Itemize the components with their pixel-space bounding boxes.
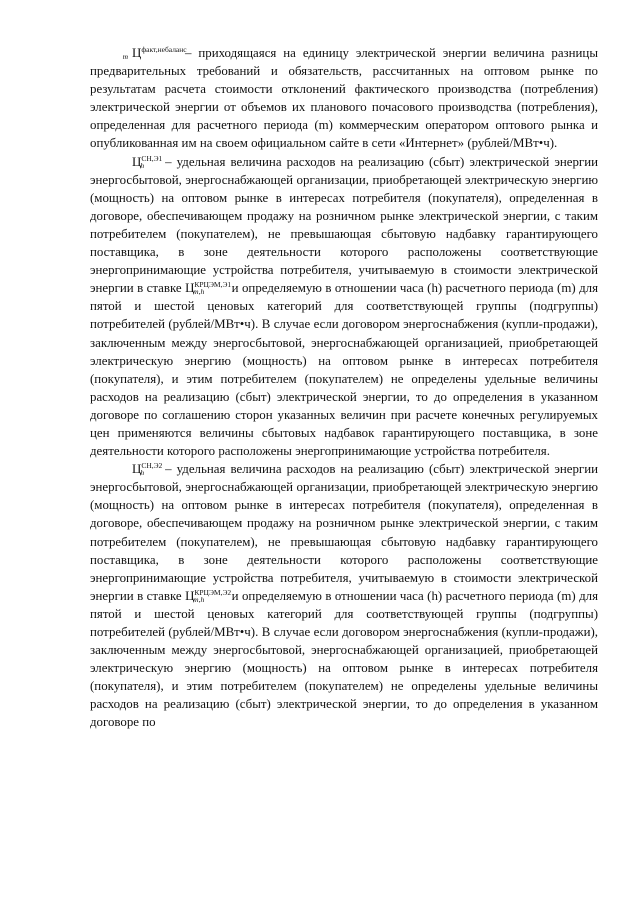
symbol-subscript: h <box>140 468 145 478</box>
symbol-superscript: КРЦЭМ,Э2 <box>194 587 232 597</box>
symbol-subscript: h <box>140 160 145 170</box>
symbol-superscript: факт,небаланс <box>141 45 187 54</box>
symbol-subscript: m,h <box>193 594 205 604</box>
symbol-base: Ц <box>132 46 142 60</box>
paragraph-text: и определяемую в отношении часа (h) расчетного периода (m) для пятой и шестой ценовых категорий для соответствующей группы (подгруппы) потребителей (рублей/МВт•ч). В случае если договором энергоснабжения (купли-продажи), заключенным между энергосбытовой, энергоснабжающей организацией, приобретающей электрическую энергию (мощность) на оптовом рынке в интересах потребителя (покупателя), и этим потребителем (покупателем) не определены удельные величины расходов на реализацию (сбыт) электрической энергии, то до определения в указанном договоре по соглашению сторон указанных величин при расчете конечных регулируемых цен применяются величины сбытовых надбавок гарантирующего поставщика, в зоне деятельности которого расположены энергопринимающие устройства потребителя. <box>90 281 598 459</box>
symbol-base: Ц <box>132 154 142 169</box>
inline-formula-symbol <box>185 587 232 604</box>
paragraph-text: и определяемую в отношении часа (h) расчетного периода (m) для пятой и шестой ценовых категорий для соответствующей группы (подгруппы) потребителей (рублей/МВт•ч). В случае если договором энергоснабжения (купли-продажи), заключенным между энергосбытовой, энергоснабжающей организацией, приобретающей электрическую энергию (мощность) на оптовом рынке в интересах потребителя (покупателя), и этим потребителем (покупателем) не определены удельные величины расходов на реализацию (сбыт) электрической энергии, то до определения в указанном договоре по <box>90 588 598 730</box>
paragraph-text: – удельная величина расходов на реализацию (сбыт) электрической энергии энергосбытовой, энергоснабжающей организации, приобретающей электрическую энергию (мощность) на оптовом рынке в интересах потребителя (покупателя), определенная в договоре, обеспечивающем продажу на розничном рынке электрической энергии, с таким потребителем (покупателем), не превышающая сбытовую надбавку гарантирующего поставщика, в зоне деятельности которого расположены соответствующие энергопринимающие устройства потребителя, учитываемую в стоимости электрической энергии в ставке <box>90 154 598 296</box>
paragraph-sales-expense-e2 <box>90 460 598 731</box>
formula-symbol <box>122 45 187 61</box>
inline-formula-symbol <box>185 280 232 297</box>
symbol-superscript: СН,Э1 <box>141 153 163 163</box>
symbol-base: Ц <box>185 281 195 296</box>
formula-symbol <box>132 153 163 170</box>
symbol-subscript: m <box>122 52 129 61</box>
formula-symbol <box>132 461 163 478</box>
symbol-base: Ц <box>132 462 142 477</box>
paragraph-sales-expense-e1 <box>90 153 598 461</box>
symbol-superscript: СН,Э2 <box>141 461 163 471</box>
symbol-base: Ц <box>185 588 195 603</box>
paragraph-fact-imbalance <box>90 44 598 153</box>
paragraph-text: – удельная величина расходов на реализацию (сбыт) электрической энергии энергосбытовой, энергоснабжающей организации, приобретающей электрическую энергию (мощность) на оптовом рынке в интересах потребителя (покупателя), определенная в договоре, обеспечивающем продажу на розничном рынке электрической энергии, с таким потребителем (покупателем), не превышающая сбытовую надбавку гарантирующего поставщика, в зоне деятельности которого расположены соответствующие энергопринимающие устройства потребителя, учитываемую в стоимости электрической энергии в ставке <box>90 462 598 603</box>
paragraph-text: – приходящаяся на единицу электрической энергии величина разницы предварительных требований и обязательств, рассчитанных на оптовом рынке по результатам расчета стоимости отклонений фактического производства (потребления) электрической энергии от объемов их планового почасового производства (потребления), определенная для расчетного периода (m) коммерческим оператором оптового рынка и опубликованная им на своем официальном сайте в сети «Интернет» (рублей/МВт•ч). <box>90 46 598 151</box>
symbol-superscript: КРЦЭМ,Э1 <box>194 280 232 290</box>
symbol-subscript: m,h <box>193 287 205 297</box>
document-page <box>90 44 598 732</box>
